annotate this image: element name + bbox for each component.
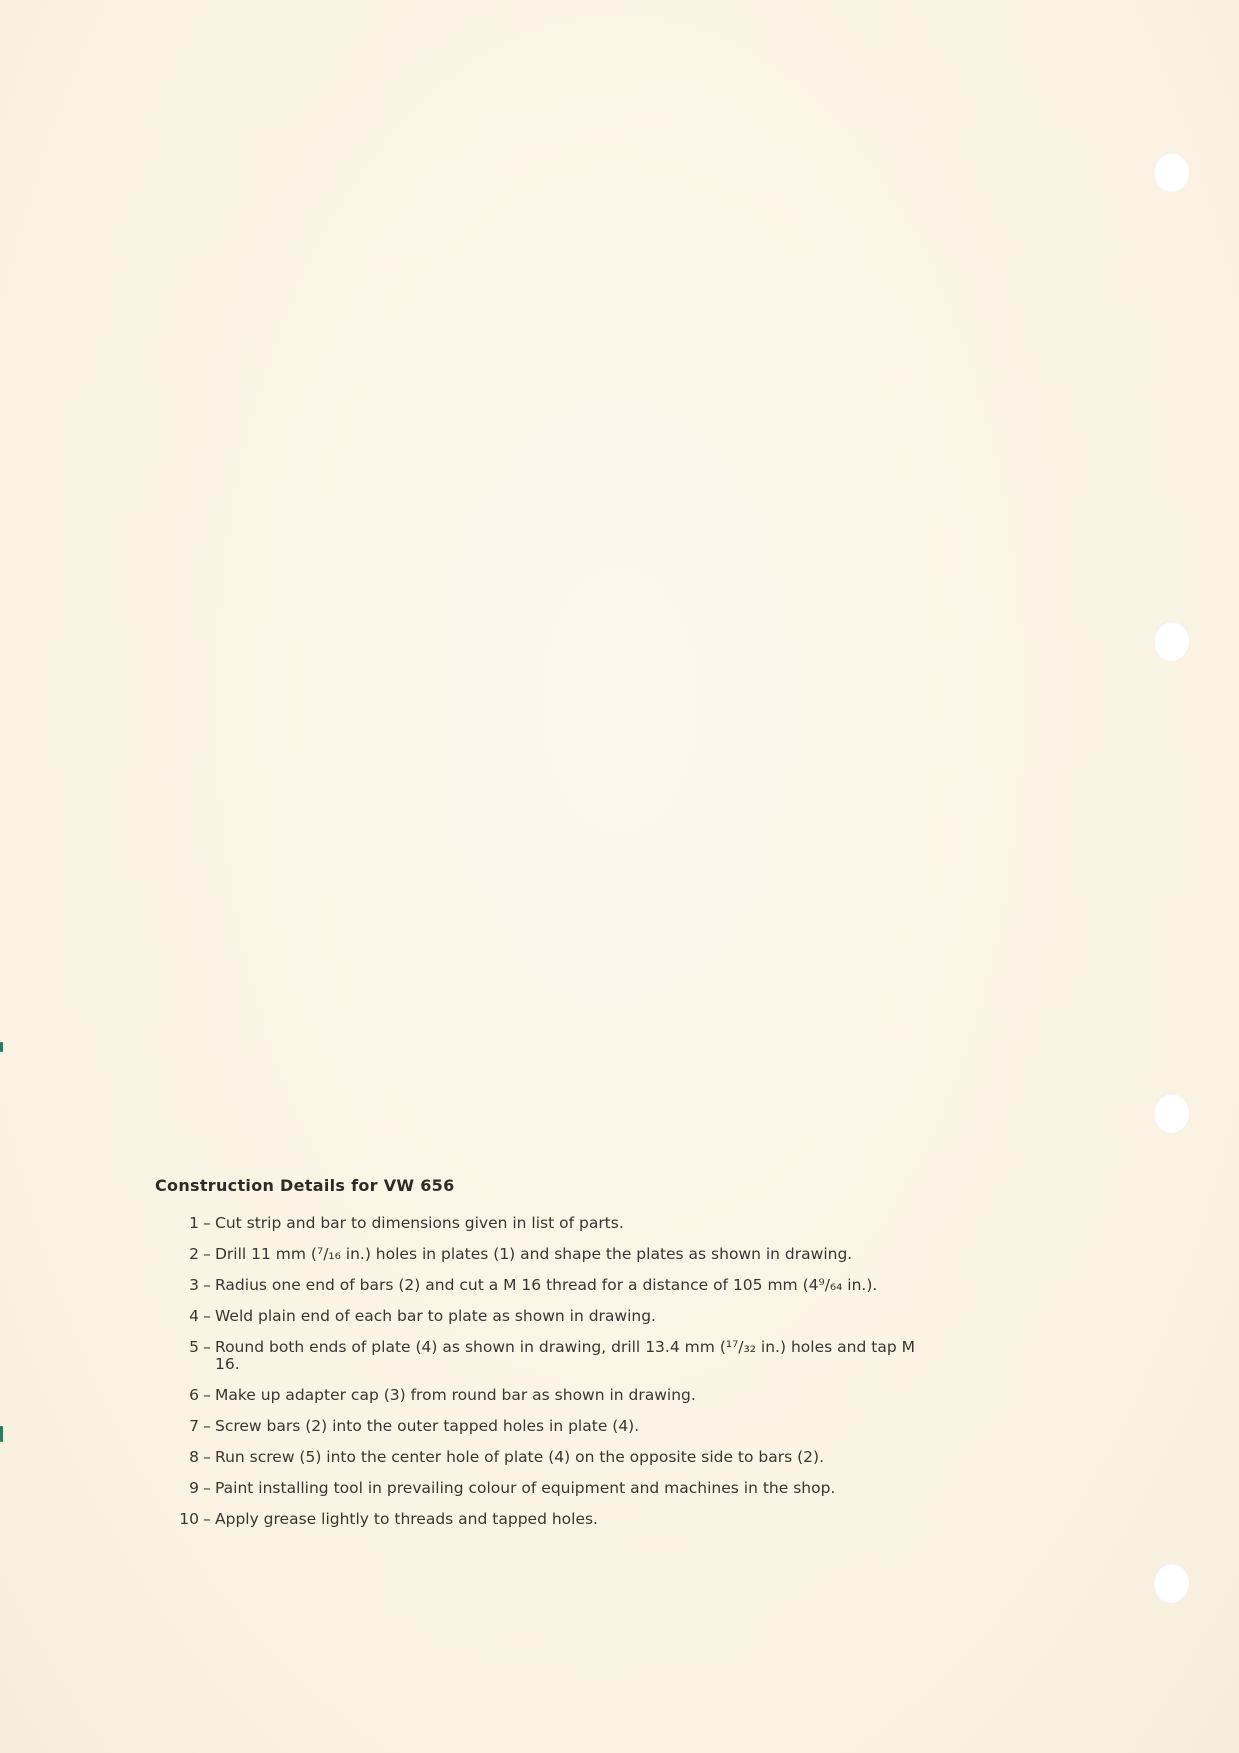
step-number: 9 bbox=[189, 1479, 199, 1497]
step-text: Apply grease lightly to threads and tapped holes. bbox=[215, 1510, 598, 1528]
step-text: Screw bars (2) into the outer tapped holes in plate (4). bbox=[215, 1417, 640, 1435]
step-text: Paint installing tool in prevailing colour of equipment and machines in the shop. bbox=[215, 1479, 836, 1497]
step-dash: – bbox=[203, 1245, 211, 1263]
list-item bbox=[155, 1277, 915, 1294]
step-number: 2 bbox=[189, 1245, 199, 1263]
step-text: Drill 11 mm (⁷/₁₆ in.) holes in plates (1) and shape the plates as shown in drawing. bbox=[215, 1245, 853, 1263]
list-item bbox=[155, 1418, 915, 1435]
list-item bbox=[155, 1449, 915, 1466]
step-text: Round both ends of plate (4) as shown in drawing, drill 13.4 mm (¹⁷/₃₂ in.) holes and tap M 16. bbox=[215, 1338, 915, 1373]
step-number: 10 bbox=[179, 1510, 199, 1528]
step-dash: – bbox=[203, 1276, 211, 1294]
step-text: Make up adapter cap (3) from round bar as shown in drawing. bbox=[215, 1386, 696, 1404]
edge-mark bbox=[0, 1426, 3, 1442]
step-text: Radius one end of bars (2) and cut a M 16 thread for a distance of 105 mm (4⁹/₆₄ in.). bbox=[215, 1276, 878, 1294]
step-number: 8 bbox=[189, 1448, 199, 1466]
step-dash: – bbox=[203, 1448, 211, 1466]
step-number: 5 bbox=[189, 1338, 199, 1356]
list-item bbox=[155, 1387, 915, 1404]
step-dash: – bbox=[203, 1338, 211, 1356]
list-item bbox=[155, 1480, 915, 1497]
step-number: 6 bbox=[189, 1386, 199, 1404]
list-item bbox=[155, 1308, 915, 1325]
step-dash: – bbox=[203, 1417, 211, 1435]
step-text: Weld plain end of each bar to plate as shown in drawing. bbox=[215, 1307, 656, 1325]
step-number: 1 bbox=[189, 1214, 199, 1232]
list-item bbox=[155, 1246, 915, 1263]
step-dash: – bbox=[203, 1479, 211, 1497]
step-dash: – bbox=[203, 1510, 211, 1528]
list-item bbox=[155, 1511, 915, 1528]
punch-hole bbox=[1153, 621, 1189, 661]
list-item bbox=[155, 1215, 915, 1232]
steps-list bbox=[155, 1215, 915, 1528]
step-number: 4 bbox=[189, 1307, 199, 1325]
step-text: Cut strip and bar to dimensions given in list of parts. bbox=[215, 1214, 624, 1232]
step-number: 3 bbox=[189, 1276, 199, 1294]
punch-hole bbox=[1153, 152, 1189, 192]
edge-mark bbox=[0, 1042, 3, 1052]
step-dash: – bbox=[203, 1386, 211, 1404]
punch-hole bbox=[1153, 1093, 1189, 1133]
list-item bbox=[155, 1339, 915, 1373]
step-dash: – bbox=[203, 1307, 211, 1325]
step-text: Run screw (5) into the center hole of plate (4) on the opposite side to bars (2). bbox=[215, 1448, 825, 1466]
page-title: Construction Details for VW 656 bbox=[155, 1176, 455, 1195]
step-dash: – bbox=[203, 1214, 211, 1232]
construction-details bbox=[155, 1176, 915, 1542]
punch-hole bbox=[1153, 1563, 1189, 1603]
step-number: 7 bbox=[189, 1417, 199, 1435]
